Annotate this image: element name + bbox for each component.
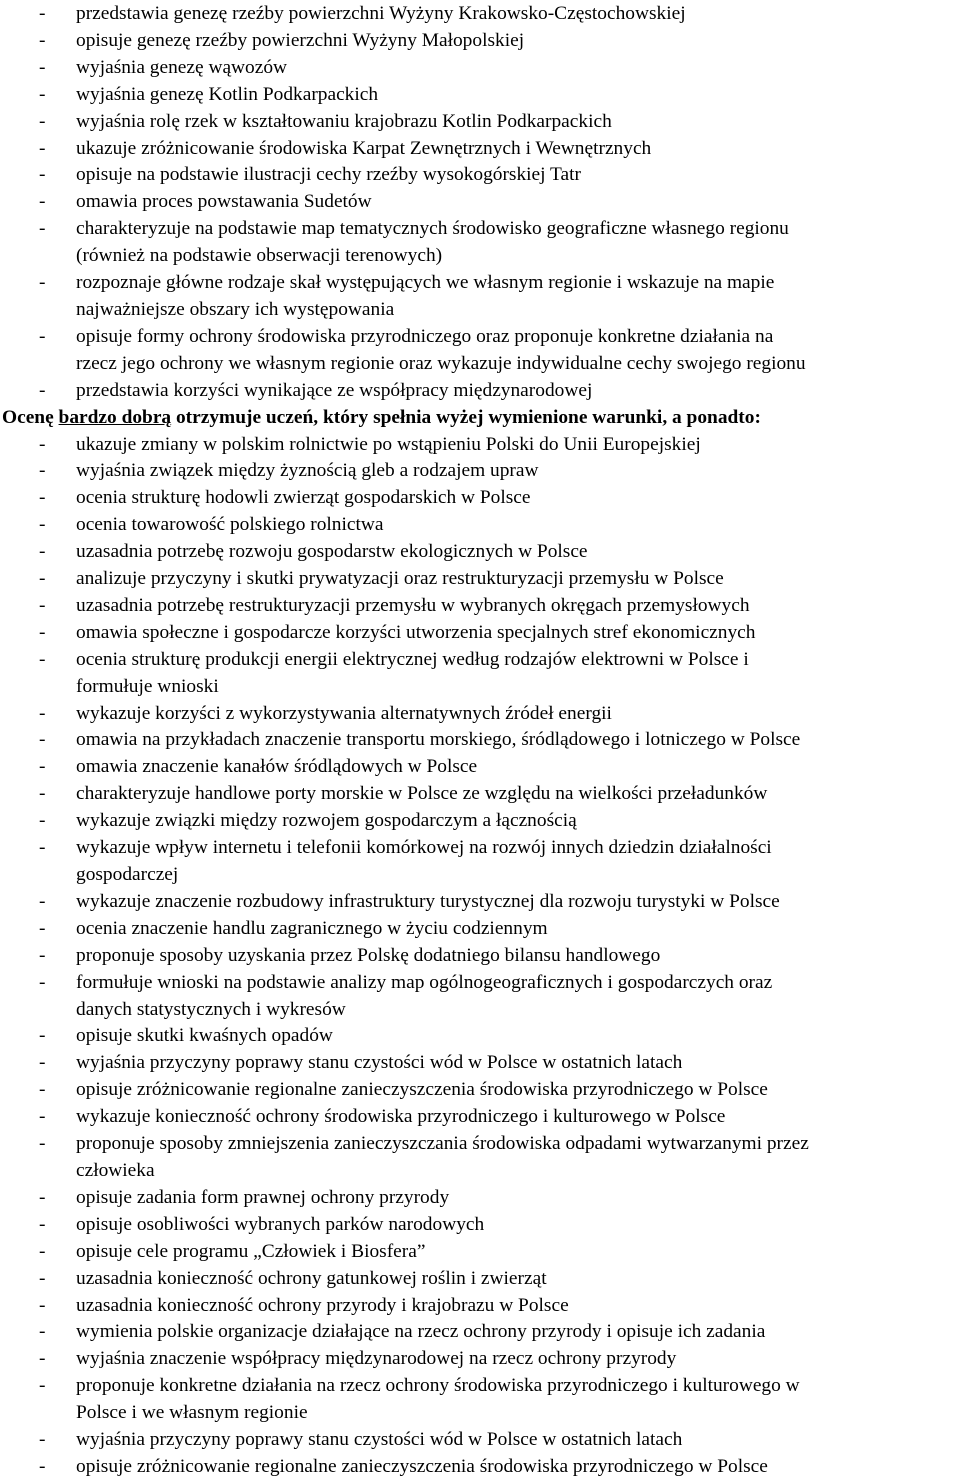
list-item: [0, 1239, 960, 1266]
heading-prefix: Ocenę: [2, 406, 59, 428]
list-item-text: najważniejsze obszary ich występowania: [76, 298, 395, 320]
heading-suffix: otrzymuje uczeń, który spełnia wyżej wymienione warunki, a ponadto:: [171, 406, 761, 428]
list-item: [0, 1050, 960, 1077]
list-item-text: proponuje konkretne działania na rzecz ochrony środowiska przyrodniczego i kulturowego w: [76, 1375, 800, 1397]
list-bullet: -: [39, 1133, 46, 1155]
list-bullet: -: [39, 3, 46, 24]
list-item: [0, 162, 960, 189]
list-item: [0, 943, 960, 970]
list-item-text: ocenia znaczenie handlu zagranicznego w życiu codziennym: [76, 917, 548, 939]
list-item: [0, 512, 960, 539]
list-bullet: -: [39, 1106, 46, 1128]
list-item: [0, 539, 960, 566]
list-bullet: -: [39, 1429, 46, 1451]
list-bullet: -: [39, 1348, 46, 1370]
list-item: [0, 835, 960, 889]
list-item: [0, 216, 960, 270]
list-bullet: -: [39, 83, 46, 105]
list-item-text: przedstawia korzyści wynikające ze współpracy międzynarodowej: [76, 379, 593, 401]
list-bullet: -: [39, 218, 46, 240]
list-bullet: -: [39, 514, 46, 536]
list-item-text: człowieka: [76, 1159, 155, 1181]
list-item-text: gospodarczej: [76, 864, 179, 885]
list-bullet: -: [39, 1240, 46, 1262]
list-item: [0, 189, 960, 216]
list-item-text: wykazuje konieczność ochrony środowiska przyrodniczego i kulturowego w Polsce: [76, 1106, 726, 1128]
list-item: [0, 1077, 960, 1104]
list-item-text: wyjaśnia przyczyny poprawy stanu czystości wód w Polsce w ostatnich latach: [76, 1052, 683, 1074]
list-bullet: -: [39, 110, 46, 132]
list-bullet: -: [39, 1186, 46, 1208]
list-item-text: uzasadnia konieczność ochrony przyrody i krajobrazu w Polsce: [76, 1294, 569, 1316]
list-item: [0, 1454, 960, 1481]
list-item: [0, 647, 960, 701]
list-bullet: -: [39, 164, 46, 186]
list-item: [0, 754, 960, 781]
list-item: [0, 1373, 960, 1427]
list-item: [0, 1104, 960, 1131]
list-item: [0, 324, 960, 378]
list-item-text: wymienia polskie organizacje działające na rzecz ochrony przyrody i opisuje ich zadania: [76, 1321, 766, 1343]
list-bullet: -: [39, 487, 46, 509]
list-item-text: omawia na przykładach znaczenie transportu morskiego, śródlądowego i lotniczego w Polsce: [76, 729, 801, 751]
list-item: [0, 432, 960, 459]
list-bullet: -: [39, 1294, 46, 1316]
list-item-text: proponuje sposoby zmniejszenia zanieczyszczania środowiska odpadami wytwarzanymi przez: [76, 1133, 809, 1155]
list-item-text: wykazuje wpływ internetu i telefonii komórkowej na rozwój innych dziedzin działalności: [76, 837, 772, 859]
list-item: [0, 485, 960, 512]
list-item-text: wyjaśnia genezę Kotlin Podkarpackich: [76, 83, 379, 105]
list-item-text: formułuje wnioski na podstawie analizy map ogólnogeograficznych i gospodarczych oraz: [76, 971, 773, 993]
list-bullet: -: [39, 783, 46, 805]
list-bullet: -: [39, 325, 46, 347]
list-item-text: wyjaśnia znaczenie współpracy międzynarodowej na rzecz ochrony przyrody: [76, 1348, 677, 1370]
list-item: [0, 970, 960, 1024]
list-item-text: opisuje zróżnicowanie regionalne zanieczyszczenia środowiska przyrodniczego w Polsce: [76, 1079, 768, 1101]
list-bullet: -: [39, 1052, 46, 1074]
list-item: [0, 55, 960, 82]
list-item: [0, 1427, 960, 1454]
list-item-text: wyjaśnia przyczyny poprawy stanu czystości wód w Polsce w ostatnich latach: [76, 1429, 683, 1451]
list-item: [0, 916, 960, 943]
list-item-text: charakteryzuje handlowe porty morskie w Polsce ze względu na wielkości przeładunków: [76, 783, 768, 805]
list-item: [0, 727, 960, 754]
list-item-text: opisuje na podstawie ilustracji cechy rzeźby wysokogórskiej Tatr: [76, 164, 581, 186]
list-item-text: charakteryzuje na podstawie map tematycznych środowisko geograficzne własnego regionu: [76, 218, 789, 240]
list-item: [0, 1266, 960, 1293]
list-item: [0, 1, 960, 28]
list-item-text: uzasadnia potrzebę rozwoju gospodarstw ekologicznych w Polsce: [76, 541, 588, 563]
requirements-list-good: [0, 1, 960, 405]
list-item: [0, 109, 960, 136]
list-bullet: -: [39, 594, 46, 616]
list-bullet: -: [39, 729, 46, 751]
list-item-text: wykazuje znaczenie rozbudowy infrastruktury turystycznej dla rozwoju turystyki w Polsce: [76, 890, 780, 912]
list-bullet: -: [39, 272, 46, 294]
list-bullet: -: [39, 1079, 46, 1101]
list-item-text: ocenia strukturę produkcji energii elektrycznej według rodzajów elektrowni w Polsce i: [76, 648, 749, 670]
grade-heading-very-good: [0, 405, 960, 432]
list-bullet: -: [39, 541, 46, 563]
list-item-text: ocenia strukturę hodowli zwierząt gospodarskich w Polsce: [76, 487, 531, 509]
list-item: [0, 1185, 960, 1212]
list-item: [0, 1319, 960, 1346]
list-item-text: wyjaśnia genezę wąwozów: [76, 56, 288, 78]
list-item: [0, 1293, 960, 1320]
list-bullet: -: [39, 1321, 46, 1343]
list-item-text: ukazuje zmiany w polskim rolnictwie po wstąpieniu Polski do Unii Europejskiej: [76, 433, 701, 455]
list-item: [0, 378, 960, 405]
list-item-text: wyjaśnia związek między żyznością gleb a rodzajem upraw: [76, 460, 539, 482]
list-bullet: -: [39, 621, 46, 643]
list-bullet: -: [39, 29, 46, 51]
list-item: [0, 28, 960, 55]
list-bullet: -: [39, 379, 46, 401]
list-bullet: -: [39, 1267, 46, 1289]
list-bullet: -: [39, 1375, 46, 1397]
list-bullet: -: [39, 944, 46, 966]
list-item-text: ocenia towarowość polskiego rolnictwa: [76, 514, 384, 536]
list-item: [0, 781, 960, 808]
list-item: [0, 1023, 960, 1050]
list-item: [0, 593, 960, 620]
list-item-text: opisuje zadania form prawnej ochrony przyrody: [76, 1186, 450, 1208]
list-item: [0, 701, 960, 728]
list-bullet: -: [39, 137, 46, 159]
list-item-text: wykazuje związki między rozwojem gospodarczym a łącznością: [76, 810, 577, 832]
list-item: [0, 1131, 960, 1185]
list-item: [0, 808, 960, 835]
list-item-text: omawia społeczne i gospodarcze korzyści utworzenia specjalnych stref ekonomicznych: [76, 621, 756, 643]
list-item-text: formułuje wnioski: [76, 675, 219, 697]
list-bullet: -: [39, 890, 46, 912]
list-item: [0, 136, 960, 163]
list-bullet: -: [39, 971, 46, 993]
list-bullet: -: [39, 1455, 46, 1477]
list-item-text: opisuje zróżnicowanie regionalne zanieczyszczenia środowiska przyrodniczego w Polsce: [76, 1455, 768, 1477]
requirements-list-very-good: [0, 432, 960, 1481]
list-item-text: wykazuje korzyści z wykorzystywania alternatywnych źródeł energii: [76, 702, 612, 724]
list-bullet: -: [39, 917, 46, 939]
list-item-text: uzasadnia potrzebę restrukturyzacji przemysłu w wybranych okręgach przemysłowych: [76, 594, 750, 616]
list-bullet: -: [39, 568, 46, 590]
list-item-text: Polsce i we własnym regionie: [76, 1402, 308, 1424]
list-item: [0, 270, 960, 324]
list-item-text: ukazuje zróżnicowanie środowiska Karpat Zewnętrznych i Wewnętrznych: [76, 137, 652, 159]
list-bullet: -: [39, 756, 46, 778]
list-item-text: danych statystycznych i wykresów: [76, 998, 346, 1020]
list-item: [0, 620, 960, 647]
list-item: [0, 889, 960, 916]
list-bullet: -: [39, 460, 46, 482]
list-item: [0, 82, 960, 109]
list-item-text: opisuje genezę rzeźby powierzchni Wyżyny Małopolskiej: [76, 29, 525, 51]
list-item: [0, 458, 960, 485]
list-item-text: (również na podstawie obserwacji terenowych): [76, 245, 443, 267]
list-item: [0, 566, 960, 593]
heading-grade-highlight: bardzo dobrą: [58, 406, 172, 428]
list-item-text: wyjaśnia rolę rzek w kształtowaniu krajobrazu Kotlin Podkarpackich: [76, 110, 612, 132]
list-item-text: opisuje skutki kwaśnych opadów: [76, 1025, 333, 1047]
list-item: [0, 1212, 960, 1239]
list-item-text: opisuje osobliwości wybranych parków narodowych: [76, 1213, 485, 1235]
list-item-text: opisuje formy ochrony środowiska przyrodniczego oraz proponuje konkretne działania na: [76, 325, 774, 347]
list-bullet: -: [39, 1213, 46, 1235]
list-item: [0, 1346, 960, 1373]
list-bullet: -: [39, 702, 46, 724]
list-item-text: omawia znaczenie kanałów śródlądowych w Polsce: [76, 756, 478, 778]
list-item-text: proponuje sposoby uzyskania przez Polskę dodatniego bilansu handlowego: [76, 944, 661, 966]
list-bullet: -: [39, 1025, 46, 1047]
list-bullet: -: [39, 810, 46, 832]
list-item-text: omawia proces powstawania Sudetów: [76, 191, 372, 213]
list-bullet: -: [39, 837, 46, 859]
list-bullet: -: [39, 648, 46, 670]
list-item-text: analizuje przyczyny i skutki prywatyzacji oraz restrukturyzacji przemysłu w Polsce: [76, 568, 724, 590]
list-item-text: uzasadnia konieczność ochrony gatunkowej roślin i zwierząt: [76, 1267, 547, 1289]
list-bullet: -: [39, 433, 46, 455]
list-bullet: -: [39, 56, 46, 78]
list-item-text: przedstawia genezę rzeźby powierzchni Wyżyny Krakowsko-Częstochowskiej: [76, 3, 686, 24]
list-item-text: rozpoznaje główne rodzaje skał występujących we własnym regionie i wskazuje na mapie: [76, 272, 775, 294]
list-bullet: -: [39, 191, 46, 213]
list-item-text: opisuje cele programu „Człowiek i Biosfera”: [76, 1240, 426, 1262]
list-item-text: rzecz jego ochrony we własnym regionie oraz wykazuje indywidualne cechy swojego regionu: [76, 352, 806, 374]
